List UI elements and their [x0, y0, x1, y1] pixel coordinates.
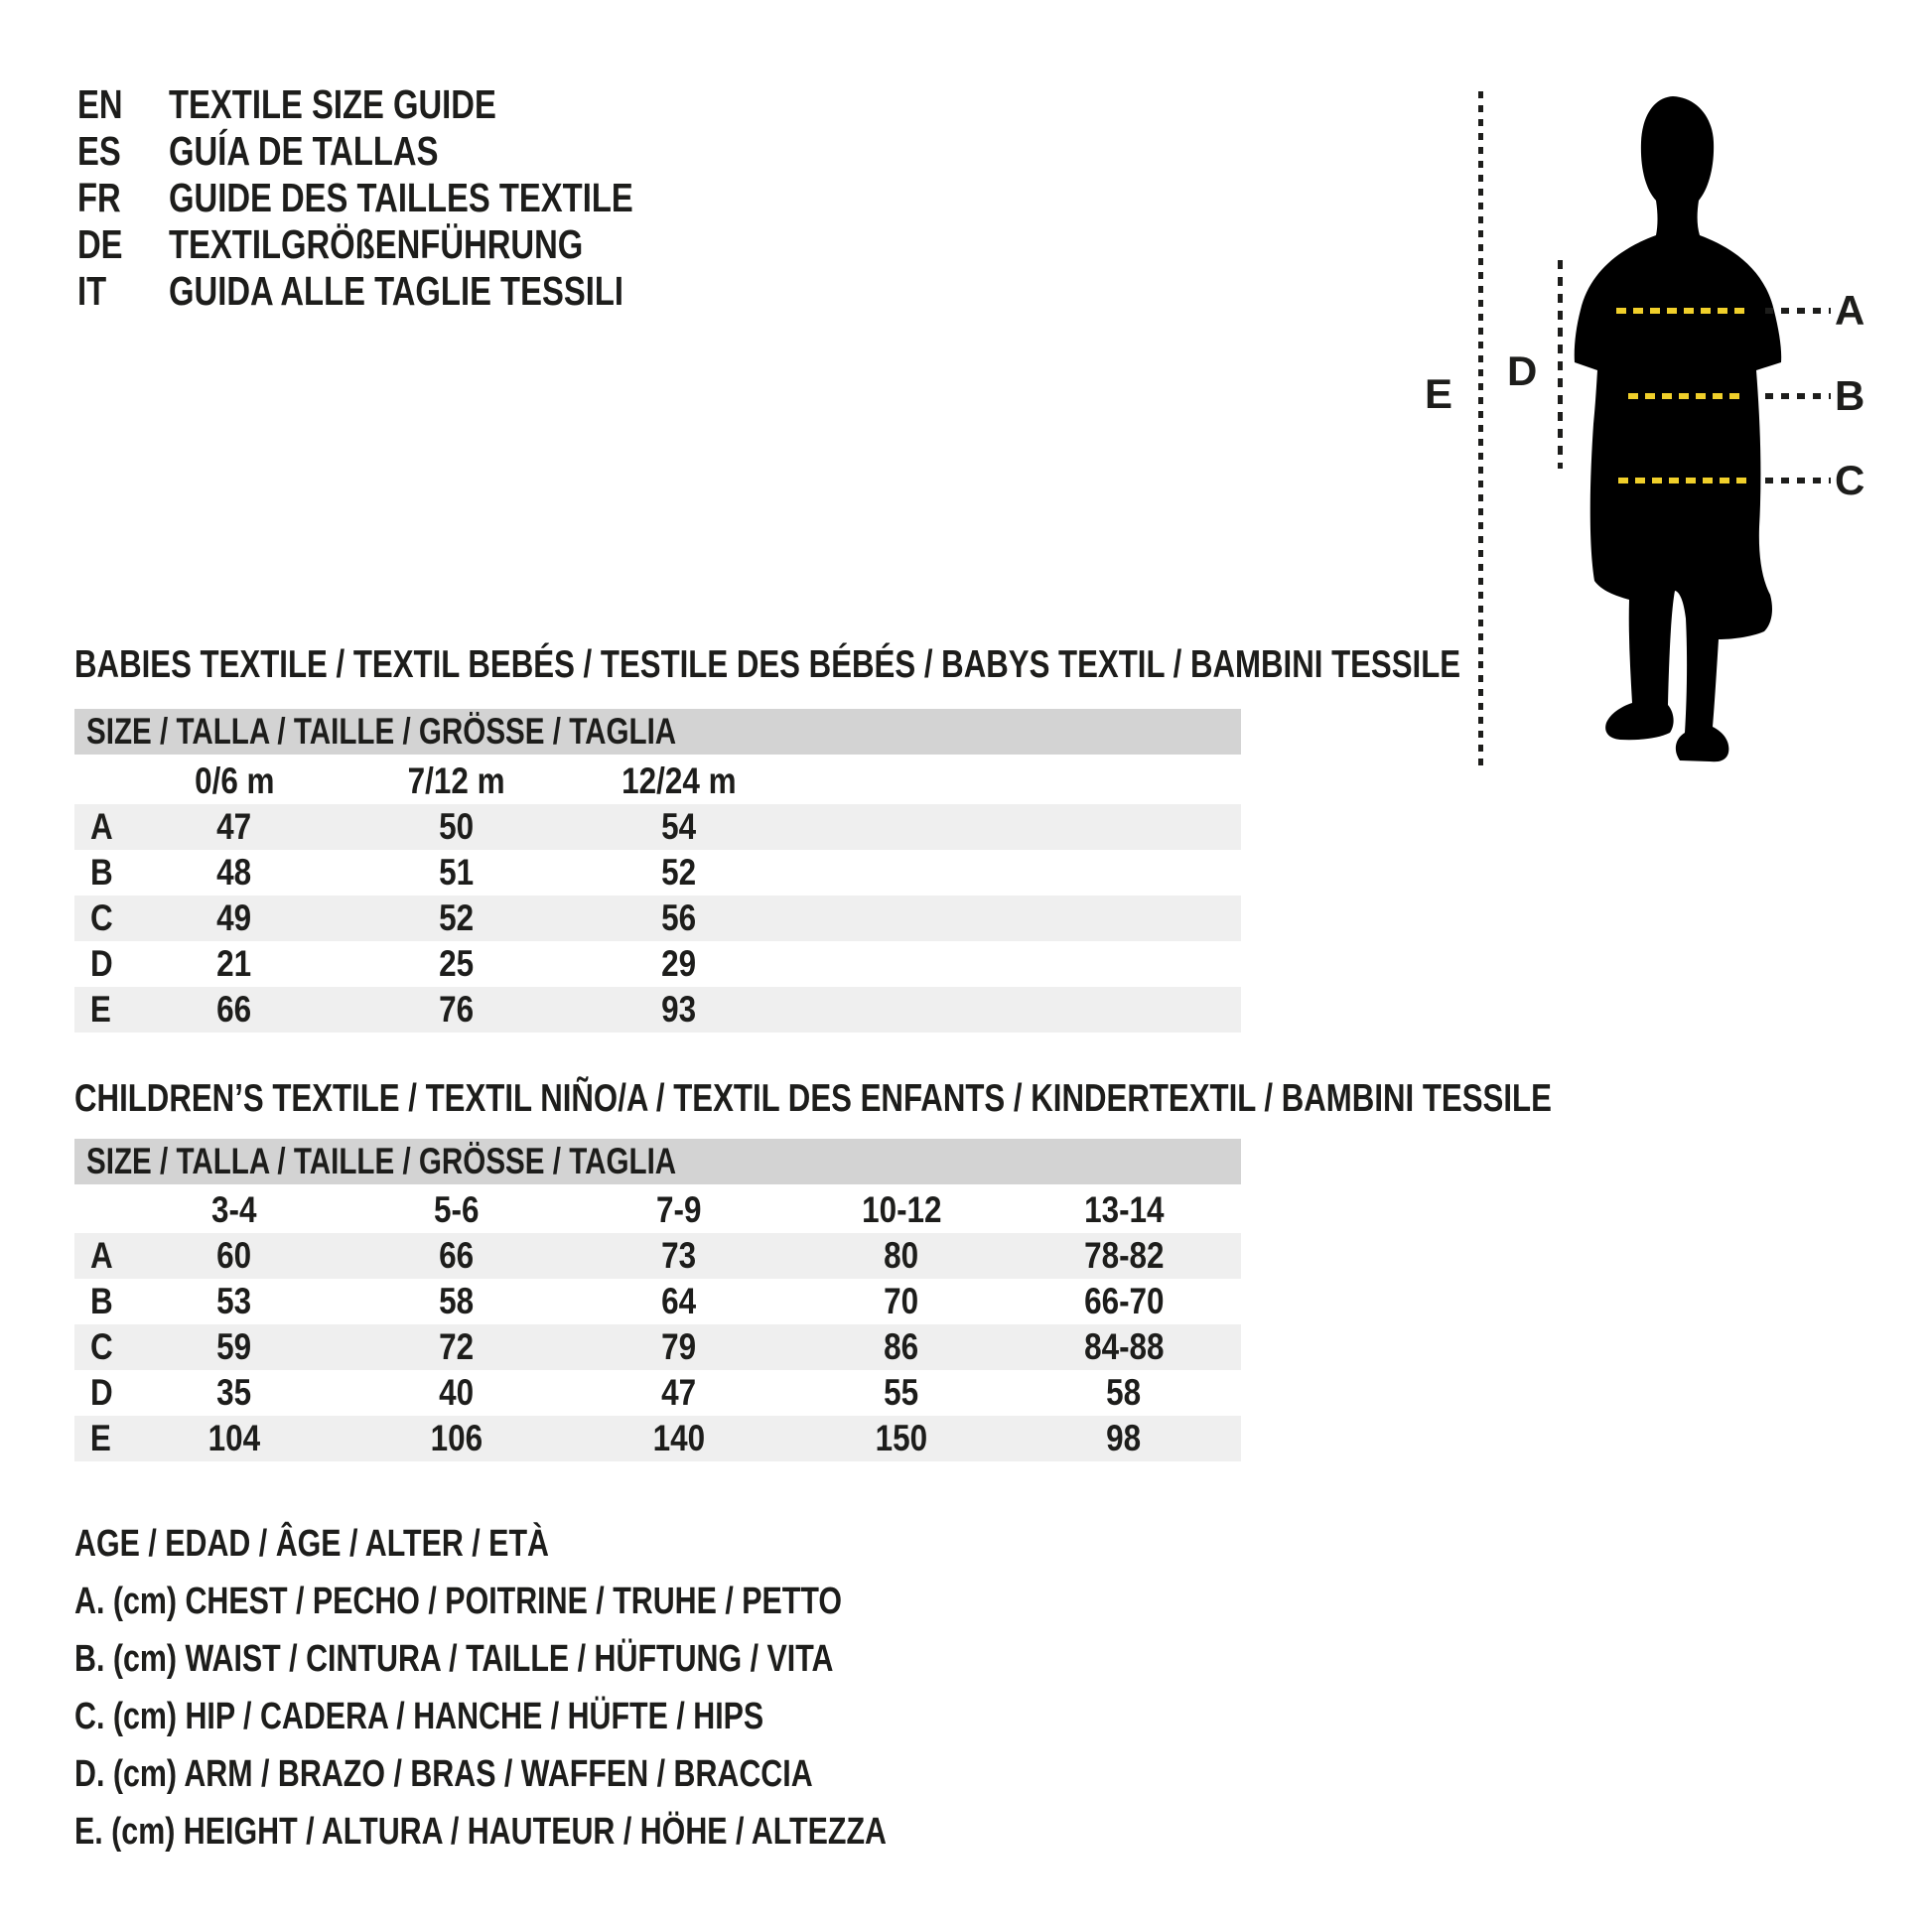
row-label: C	[90, 1326, 113, 1367]
legend-item: C. (cm) HIP / CADERA / HANCHE / HÜFTE / HIPS	[74, 1696, 764, 1737]
measurement-legend	[74, 1515, 1089, 1861]
table-cell: 48	[216, 852, 252, 893]
language-code: FR	[77, 175, 121, 220]
row-label: B	[90, 852, 113, 893]
language-guide-title: GUIDA ALLE TAGLIE TESSILI	[169, 268, 623, 314]
figure-label-hip: C	[1835, 457, 1865, 503]
table-cell: 106	[430, 1418, 483, 1458]
language-row-it	[77, 268, 750, 315]
language-row-de	[77, 221, 750, 268]
table-cell: 56	[661, 897, 697, 938]
language-guide-title: GUIDE DES TAILLES TEXTILE	[169, 175, 633, 220]
table-row	[74, 1416, 1241, 1461]
table-cell: 86	[884, 1326, 919, 1367]
waist-measure-black-dashes	[1765, 393, 1831, 399]
legend-item: E. (cm) HEIGHT / ALTURA / HAUTEUR / HÖHE / ALTEZZA	[74, 1811, 887, 1853]
table-row	[74, 896, 1241, 941]
babies-section-title: BABIES TEXTILE / TEXTIL BEBÉS / TESTILE DES BÉBÉS / BABYS TEXTIL / BAMBINI TESSILE	[74, 643, 1461, 686]
table-cell: 76	[439, 989, 475, 1030]
table-cell: 70	[884, 1281, 919, 1321]
language-guide-title: TEXTILE SIZE GUIDE	[169, 81, 496, 127]
table-row	[74, 804, 1241, 850]
table-cell: 78-82	[1083, 1235, 1165, 1276]
language-code: DE	[77, 221, 123, 267]
row-label: D	[90, 943, 113, 984]
children-section-title: CHILDREN’S TEXTILE / TEXTIL NIÑO/A / TEXTIL DES ENFANTS / KINDERTEXTIL / BAMBINI TESSILE	[74, 1077, 1552, 1120]
table-cell: 80	[884, 1235, 919, 1276]
legend-age-line: AGE / EDAD / ÂGE / ALTER / ETÀ	[74, 1523, 549, 1565]
language-guide-title: GUÍA DE TALLAS	[169, 128, 439, 174]
table-cell: 60	[216, 1235, 252, 1276]
waist-measure-yellow-dashes	[1628, 393, 1742, 399]
table-cell: 7/12 m	[408, 760, 505, 801]
figure-label-height: E	[1425, 370, 1453, 417]
table-cell: 47	[216, 806, 252, 847]
table-cell: 52	[661, 852, 697, 893]
language-title-list	[77, 81, 750, 315]
table-cell: 21	[216, 943, 252, 984]
table-cell: 10-12	[861, 1189, 942, 1230]
table-cell: 73	[661, 1235, 697, 1276]
figure-label-arm: D	[1507, 347, 1538, 394]
children-size-header-bar: SIZE / TALLA / TAILLE / GRÖSSE / TAGLIA	[74, 1139, 1241, 1184]
language-row-es	[77, 128, 750, 175]
table-row	[74, 1324, 1241, 1370]
table-cell: 51	[439, 852, 475, 893]
table-cell: 84-88	[1083, 1326, 1165, 1367]
table-column-header-row	[74, 1187, 1241, 1233]
language-guide-title: TEXTILGRÖßENFÜHRUNG	[169, 221, 584, 267]
row-label: E	[89, 989, 111, 1030]
table-cell: 66	[439, 1235, 475, 1276]
table-cell: 59	[216, 1326, 252, 1367]
row-label: A	[90, 1235, 113, 1276]
row-label: B	[90, 1281, 113, 1321]
legend-item: D. (cm) ARM / BRAZO / BRAS / WAFFEN / BRACCIA	[74, 1753, 813, 1795]
legend-item: B. (cm) WAIST / CINTURA / TAILLE / HÜFTUNG / VITA	[74, 1638, 834, 1680]
hip-measure-yellow-dashes	[1618, 478, 1747, 483]
table-cell: 35	[216, 1372, 252, 1413]
table-cell: 40	[439, 1372, 475, 1413]
table-cell: 5-6	[434, 1189, 480, 1230]
table-cell: 58	[439, 1281, 475, 1321]
table-cell: 55	[884, 1372, 919, 1413]
table-cell: 93	[661, 989, 697, 1030]
table-cell: 104	[207, 1418, 261, 1458]
row-label: D	[90, 1372, 113, 1413]
table-cell: 47	[661, 1372, 697, 1413]
row-label: A	[90, 806, 113, 847]
table-cell: 98	[1106, 1418, 1142, 1458]
table-cell: 3-4	[211, 1189, 257, 1230]
table-cell: 13-14	[1083, 1189, 1165, 1230]
table-cell: 72	[439, 1326, 475, 1367]
babies-size-header-bar: SIZE / TALLA / TAILLE / GRÖSSE / TAGLIA	[74, 709, 1241, 755]
table-cell: 50	[439, 806, 475, 847]
table-cell: 58	[1106, 1372, 1142, 1413]
chest-measure-black-dashes	[1765, 308, 1831, 314]
table-cell: 25	[439, 943, 475, 984]
figure-label-waist: B	[1835, 372, 1865, 419]
row-label: E	[89, 1418, 111, 1458]
language-row-en	[77, 81, 750, 128]
table-cell: 29	[661, 943, 697, 984]
table-cell: 64	[661, 1281, 697, 1321]
table-cell: 150	[875, 1418, 928, 1458]
language-code: ES	[77, 128, 121, 174]
table-cell: 140	[652, 1418, 706, 1458]
table-cell: 0/6 m	[194, 760, 275, 801]
language-code: EN	[77, 81, 123, 127]
children-size-table	[74, 1187, 1241, 1461]
table-column-header-row	[74, 759, 1241, 804]
table-row	[74, 941, 1241, 987]
table-cell: 53	[216, 1281, 252, 1321]
table-row	[74, 987, 1241, 1033]
table-cell: 66-70	[1083, 1281, 1165, 1321]
row-label: C	[90, 897, 113, 938]
chest-measure-yellow-dashes	[1616, 308, 1747, 314]
table-cell: 79	[661, 1326, 697, 1367]
table-cell: 54	[661, 806, 697, 847]
hip-measure-black-dashes	[1765, 478, 1831, 483]
language-row-fr	[77, 175, 750, 221]
table-cell: 52	[439, 897, 475, 938]
babies-size-table	[74, 759, 1241, 1033]
table-row	[74, 1279, 1241, 1324]
table-cell: 7-9	[656, 1189, 702, 1230]
language-code: IT	[77, 268, 107, 314]
legend-item: A. (cm) CHEST / PECHO / POITRINE / TRUHE / PETTO	[74, 1581, 843, 1622]
table-cell: 66	[216, 989, 252, 1030]
table-row	[74, 1233, 1241, 1279]
table-row	[74, 1370, 1241, 1416]
table-cell: 49	[216, 897, 252, 938]
figure-label-chest: A	[1835, 287, 1865, 334]
table-cell: 12/24 m	[621, 760, 737, 801]
table-row	[74, 850, 1241, 896]
